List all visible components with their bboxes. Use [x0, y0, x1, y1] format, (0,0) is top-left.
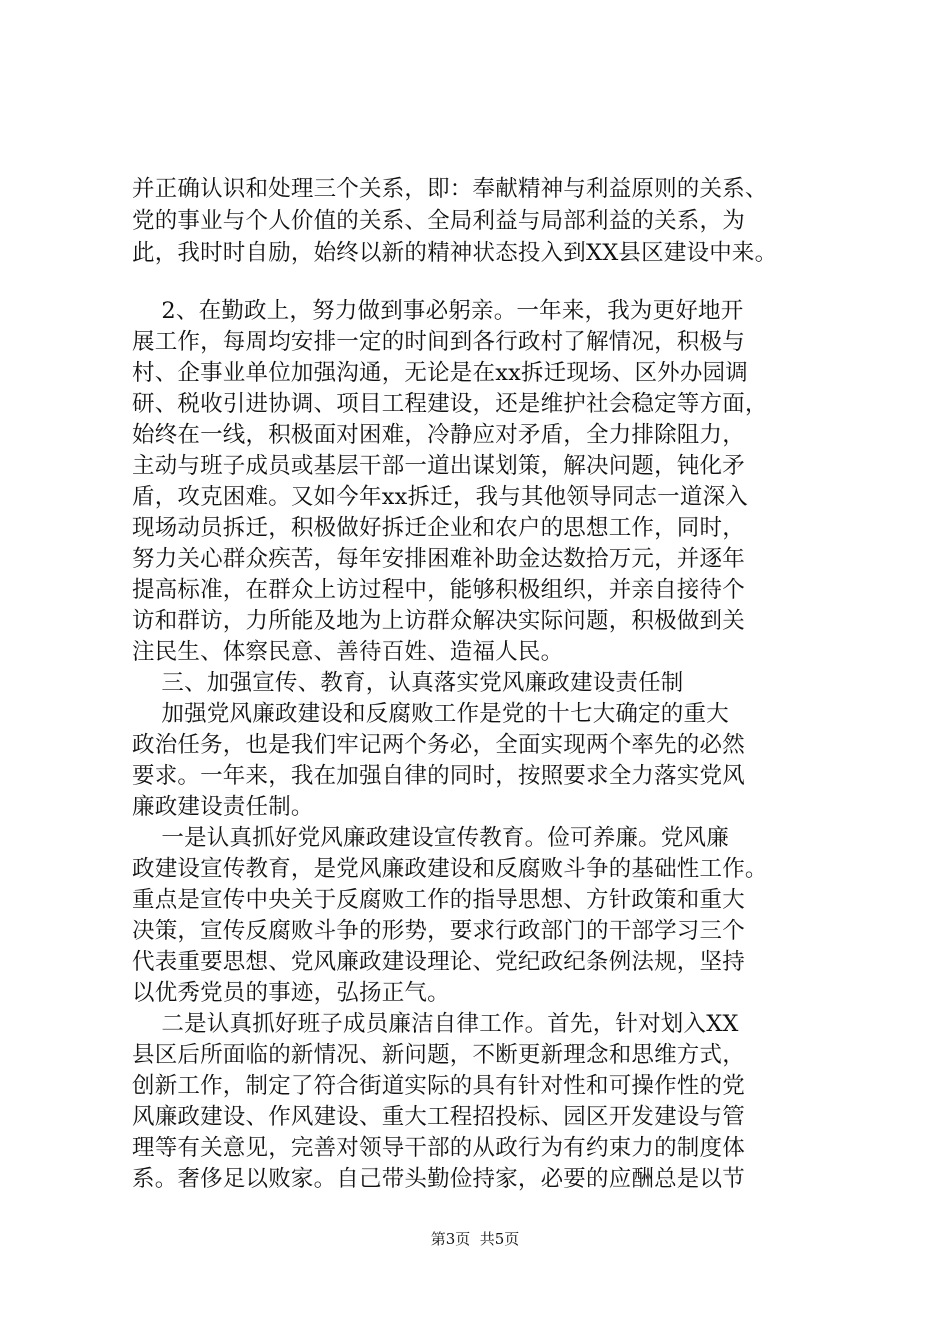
text-line: 访和群访，力所能及地为上访群众解决实际问题，积极做到关 [132, 608, 745, 634]
text-line: 党的事业与个人价值的关系、全局利益与局部利益的关系，为 [132, 208, 745, 234]
text-line: 以优秀党员的事迹，弘扬正气。 [132, 980, 450, 1006]
text-line: 村、企事业单位加强沟通，无论是在xx拆迁现场、区外办园调 [132, 360, 748, 386]
text-line: 县区后所面临的新情况、新问题，不断更新理念和思维方式， [132, 1042, 745, 1068]
text-line: 要求。一年来，我在加强自律的同时，按照要求全力落实党风 [132, 763, 745, 789]
text-line: 重点是宣传中央关于反腐败工作的指导思想、方针政策和重大 [132, 887, 745, 913]
text-line: 代表重要思想、党风廉政建设理论、党纪政纪条例法规，坚持 [132, 949, 745, 975]
text-line: 提高标准，在群众上访过程中，能够积极组织，并亲自接待个 [132, 577, 745, 603]
text-line: 政治任务，也是我们牢记两个务必，全面实现两个率先的必然 [132, 732, 745, 758]
text-line: 此，我时时自励，始终以新的精神状态投入到XX县区建设中来。 [132, 240, 778, 266]
section-heading: 三、加强宣传、教育，认真落实党风廉政建设责任制 [132, 670, 684, 696]
text-line: 展工作，每周均安排一定的时间到各行政村了解情况，积极与 [132, 329, 745, 355]
text-line: 注民生、体察民意、善待百姓、造福人民。 [132, 639, 564, 665]
text-line: 并正确认识和处理三个关系，即：奉献精神与利益原则的关系、 [132, 176, 768, 202]
text-line: 加强党风廉政建设和反腐败工作是党的十七大确定的重大 [132, 701, 729, 727]
text-line: 政建设宣传教育，是党风廉政建设和反腐败斗争的基础性工作。 [132, 856, 768, 882]
text-line: 始终在一线，积极面对困难，冷静应对矛盾，全力排除阻力， [132, 422, 745, 448]
text-line: 风廉政建设、作风建设、重大工程招投标、园区开发建设与管 [132, 1104, 745, 1130]
text-line: 努力关心群众疾苦，每年安排困难补助金达数拾万元，并逐年 [132, 546, 745, 572]
text-line: 研、税收引进协调、项目工程建设，还是维护社会稳定等方面， [132, 391, 768, 417]
text-line: 盾，攻克困难。又如今年xx拆迁，我与其他领导同志一道深入 [132, 484, 748, 510]
page-number-footer: 第3页 共5页 [430, 1230, 520, 1248]
text-line: 决策，宣传反腐败斗争的形势，要求行政部门的干部学习三个 [132, 918, 745, 944]
text-line: 创新工作，制定了符合街道实际的具有针对性和可操作性的党 [132, 1073, 745, 1099]
text-line: 2、在勤政上，努力做到事必躬亲。一年来，我为更好地开 [132, 298, 744, 324]
text-line: 廉政建设责任制。 [132, 794, 314, 820]
text-line: 主动与班子成员或基层干部一道出谋划策，解决问题，钝化矛 [132, 453, 745, 479]
text-line: 理等有关意见，完善对领导干部的从政行为有约束力的制度体 [132, 1135, 745, 1161]
text-line: 一是认真抓好党风廉政建设宣传教育。俭可养廉。党风廉 [132, 825, 729, 851]
text-line: 系。奢侈足以败家。自己带头勤俭持家，必要的应酬总是以节 [132, 1166, 745, 1192]
text-line: 现场动员拆迁，积极做好拆迁企业和农户的思想工作，同时， [132, 515, 745, 541]
text-line: 二是认真抓好班子成员廉洁自律工作。首先，针对划入XX [132, 1011, 739, 1037]
